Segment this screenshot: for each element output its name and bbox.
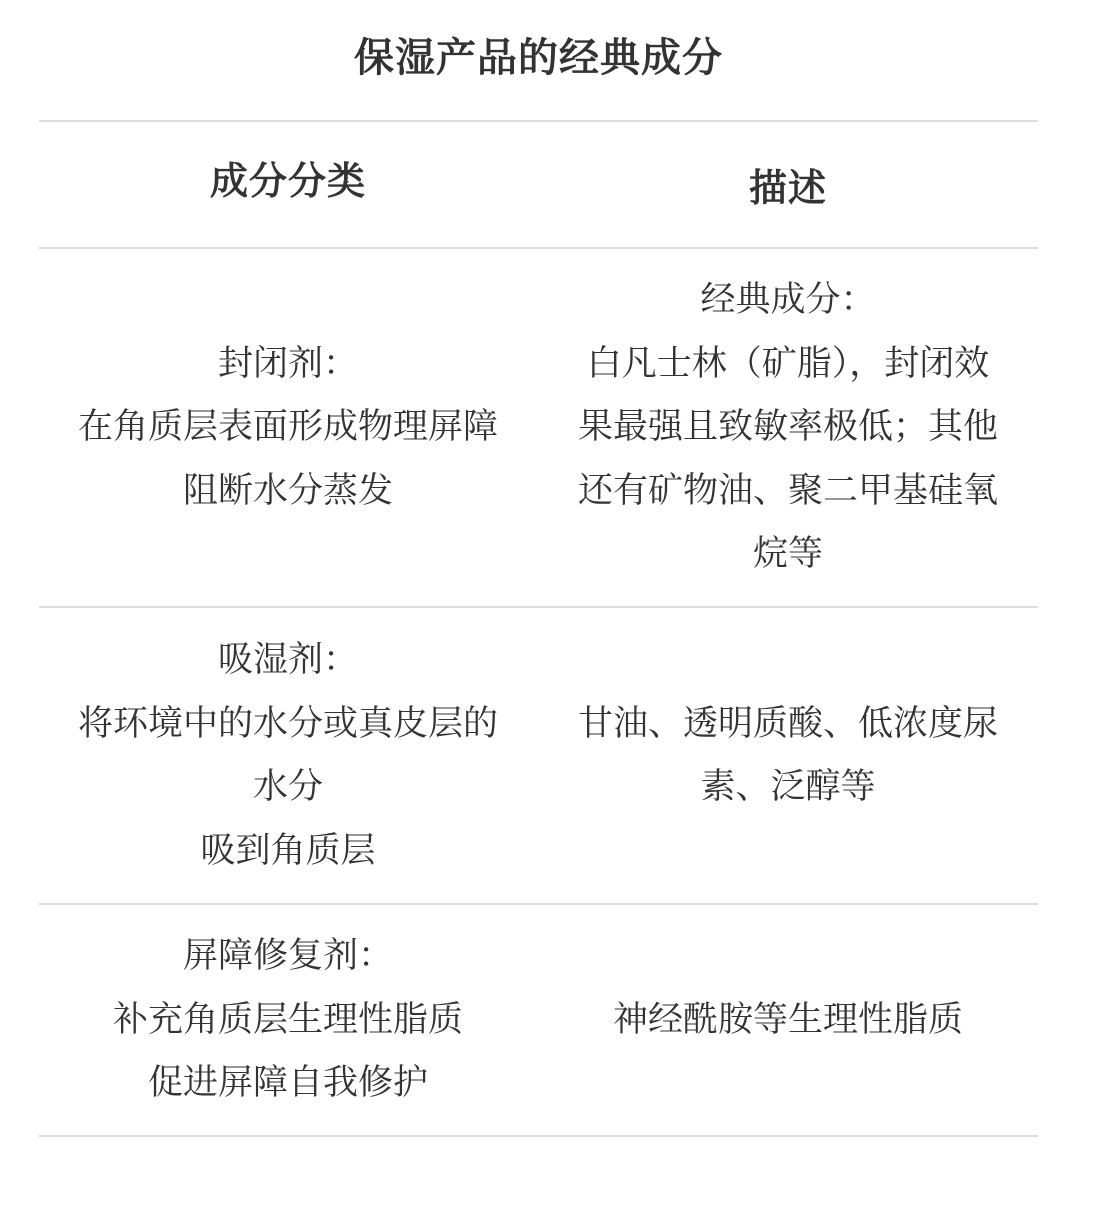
table-row [39,249,1038,607]
category-line: 吸到角质层 [200,830,376,871]
category-text [78,333,498,524]
table-bottom-rule [39,1135,1038,1137]
category-cell [39,905,537,1136]
category-cell [39,249,537,607]
category-line: 促进屏障自我修护 [147,1063,428,1104]
category-line: 吸湿剂： [217,640,358,680]
table-row [39,608,1038,904]
header-cell-category [39,122,537,248]
category-cell [39,608,537,904]
category-line: 屏障修复剂： [182,936,393,977]
table-header-row [39,122,1038,248]
description-line: 甘油、透明质酸、低浓度尿 [577,703,998,744]
category-line: 封闭剂： [217,343,358,384]
description-line: 经典成分： [700,280,876,321]
category-text [113,925,463,1116]
description-line: 素、泛醇等 [700,767,876,807]
description-line: 还有矿物油、聚二甲基硅氧 [577,470,998,511]
description-text [550,269,1026,587]
description-cell [538,905,1038,1136]
description-text [550,693,1026,820]
page-title: 保湿产品的经典成分 [354,35,723,81]
category-text [78,629,498,883]
header-cell-description [538,122,1038,248]
description-line: 果最强且致敏率极低；其他 [577,407,998,448]
description-line: 白凡士林（矿脂），封闭效 [586,343,990,384]
description-cell [538,249,1038,607]
category-line: 将环境中的水分或真皮层的 [77,703,498,744]
table-row [39,905,1038,1136]
header-description-label: 描述 [748,166,827,210]
description-line: 神经酰胺等生理性脂质 [612,999,963,1040]
description-text [550,989,1026,1053]
category-line: 在角质层表面形成物理屏障 [77,407,498,448]
category-line: 水分 [252,767,323,807]
category-line: 阻断水分蒸发 [182,470,393,511]
description-line: 烷等 [752,534,823,575]
header-category-label: 成分分类 [209,159,366,203]
description-cell [538,608,1038,904]
category-line: 补充角质层生理性脂质 [112,999,463,1040]
